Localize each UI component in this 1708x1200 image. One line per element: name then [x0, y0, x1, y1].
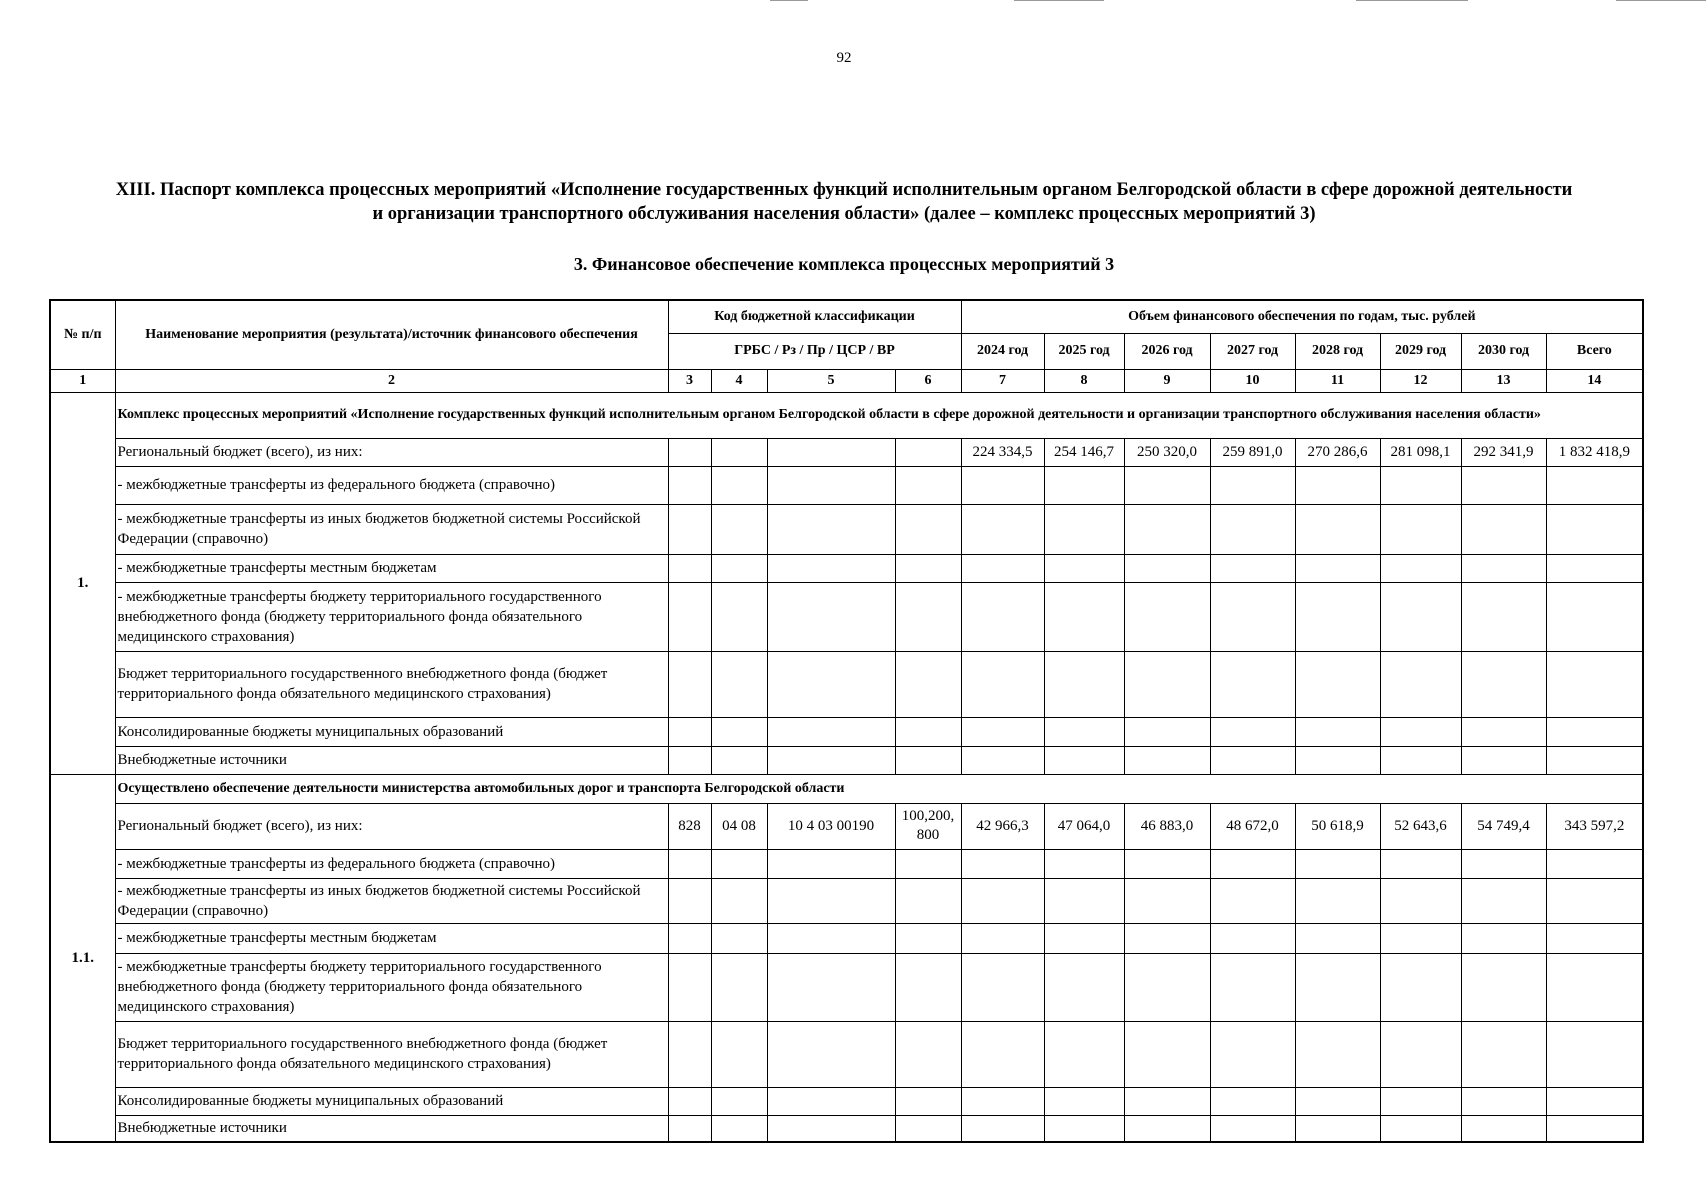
table-row — [50, 651, 1643, 717]
value-cell — [1124, 953, 1210, 1021]
table-row — [50, 554, 1643, 582]
table-row — [50, 582, 1643, 651]
financing-table — [49, 299, 1644, 1143]
value-cell: 292 341,9 — [1461, 438, 1546, 466]
value-cell — [1380, 717, 1461, 746]
value-cell — [1124, 1087, 1210, 1115]
value-cell — [1210, 466, 1295, 504]
header-year: 2024 год — [961, 333, 1044, 369]
budget-code-cell — [767, 504, 895, 554]
value-cell — [961, 504, 1044, 554]
value-cell — [1295, 953, 1380, 1021]
column-number: 4 — [711, 369, 767, 392]
budget-code-cell — [711, 504, 767, 554]
value-cell: 47 064,0 — [1044, 803, 1124, 849]
value-cell — [961, 582, 1044, 651]
source-name: - межбюджетные трансферты местным бюджетам — [115, 554, 668, 582]
column-number: 3 — [668, 369, 711, 392]
table-row — [50, 803, 1643, 849]
budget-code-cell — [711, 466, 767, 504]
budget-code-cell — [767, 1115, 895, 1142]
value-cell — [1295, 582, 1380, 651]
value-cell — [1124, 504, 1210, 554]
budget-code-cell — [668, 717, 711, 746]
budget-code-cell — [767, 923, 895, 953]
value-cell — [1295, 466, 1380, 504]
budget-code-cell — [668, 466, 711, 504]
header-year: 2028 год — [1295, 333, 1380, 369]
header-year: 2025 год — [1044, 333, 1124, 369]
budget-code-cell — [895, 717, 961, 746]
table-row — [50, 746, 1643, 774]
value-cell — [1210, 717, 1295, 746]
section-index: 1.1. — [50, 774, 115, 1142]
budget-code-cell — [767, 953, 895, 1021]
value-cell — [1295, 1087, 1380, 1115]
value-cell — [961, 878, 1044, 923]
value-cell — [1546, 849, 1643, 878]
value-cell — [1210, 746, 1295, 774]
budget-code-cell — [895, 582, 961, 651]
value-cell — [1461, 953, 1546, 1021]
budget-code-cell — [711, 1115, 767, 1142]
header-code-parts: ГРБС / Рз / Пр / ЦСР / ВР — [668, 333, 961, 369]
source-name: - межбюджетные трансферты бюджету территориального государственного внебюджетного фонда (бюджету территориального фонда обязательного медицинского страхования) — [115, 953, 668, 1021]
value-cell: 46 883,0 — [1124, 803, 1210, 849]
value-cell: 42 966,3 — [961, 803, 1044, 849]
value-cell — [961, 849, 1044, 878]
table-row — [50, 504, 1643, 554]
source-name: - межбюджетные трансферты из иных бюджетов бюджетной системы Российской Федерации (справочно) — [115, 878, 668, 923]
budget-code-cell — [711, 1021, 767, 1087]
budget-code-cell — [895, 651, 961, 717]
scan-edge-line — [1356, 0, 1468, 1]
budget-code-cell — [767, 1087, 895, 1115]
table-row — [50, 466, 1643, 504]
value-cell — [1124, 651, 1210, 717]
budget-code-cell — [895, 554, 961, 582]
source-name: Бюджет территориального государственного внебюджетного фонда (бюджет территориального фонда обязательного медицинского страхования) — [115, 1021, 668, 1087]
scan-edge-line — [770, 0, 808, 1]
column-number: 5 — [767, 369, 895, 392]
source-name: - межбюджетные трансферты из иных бюджетов бюджетной системы Российской Федерации (справочно) — [115, 504, 668, 554]
budget-code-cell — [767, 849, 895, 878]
value-cell — [1124, 554, 1210, 582]
budget-code-cell — [668, 746, 711, 774]
value-cell — [1546, 466, 1643, 504]
value-cell — [961, 953, 1044, 1021]
value-cell — [1210, 554, 1295, 582]
budget-code-cell — [668, 582, 711, 651]
value-cell — [1380, 746, 1461, 774]
value-cell — [1380, 953, 1461, 1021]
header-year: 2029 год — [1380, 333, 1461, 369]
value-cell — [1380, 554, 1461, 582]
budget-code-cell — [895, 953, 961, 1021]
section-index: 1. — [50, 392, 115, 774]
section-title-cell: Осуществлено обеспечение деятельности министерства автомобильных дорог и транспорта Белгородской области — [115, 774, 1643, 803]
column-number: 2 — [115, 369, 668, 392]
budget-code-cell — [895, 849, 961, 878]
budget-code-cell — [711, 923, 767, 953]
value-cell — [1044, 746, 1124, 774]
value-cell: 1 832 418,9 — [1546, 438, 1643, 466]
budget-code-cell — [895, 746, 961, 774]
value-cell — [1546, 504, 1643, 554]
column-number: 10 — [1210, 369, 1295, 392]
budget-code-cell — [711, 849, 767, 878]
value-cell — [1461, 746, 1546, 774]
scan-edge-line — [1616, 0, 1706, 1]
value-cell — [1461, 582, 1546, 651]
budget-code-cell — [711, 651, 767, 717]
budget-code-cell — [711, 953, 767, 1021]
section-title-cell: Комплекс процессных мероприятий «Исполнение государственных функций исполнительным органом Белгородской области в сфере дорожной деятельности и организации транспортного обслуживания населения области» — [115, 392, 1643, 438]
column-number: 7 — [961, 369, 1044, 392]
value-cell: 270 286,6 — [1295, 438, 1380, 466]
value-cell — [1210, 582, 1295, 651]
value-cell — [961, 651, 1044, 717]
value-cell — [1124, 923, 1210, 953]
value-cell — [961, 466, 1044, 504]
value-cell — [1295, 717, 1380, 746]
budget-code-cell — [767, 878, 895, 923]
value-cell — [1210, 849, 1295, 878]
table-row — [50, 923, 1643, 953]
value-cell: 281 098,1 — [1380, 438, 1461, 466]
budget-code-cell: 100,200, 800 — [895, 803, 961, 849]
value-cell — [1044, 849, 1124, 878]
column-number: 6 — [895, 369, 961, 392]
column-number: 14 — [1546, 369, 1643, 392]
value-cell — [1044, 466, 1124, 504]
header-volume: Объем финансового обеспечения по годам, тыс. рублей — [961, 300, 1643, 333]
value-cell: 54 749,4 — [1461, 803, 1546, 849]
value-cell — [1546, 923, 1643, 953]
value-cell — [1044, 582, 1124, 651]
value-cell — [1210, 953, 1295, 1021]
value-cell — [1546, 878, 1643, 923]
value-cell — [1044, 504, 1124, 554]
budget-code-cell — [895, 878, 961, 923]
budget-code-cell — [767, 582, 895, 651]
budget-code-cell — [668, 1115, 711, 1142]
budget-code-cell — [767, 438, 895, 466]
source-name: Консолидированные бюджеты муниципальных образований — [115, 1087, 668, 1115]
header-number: № п/п — [50, 300, 115, 369]
column-number: 8 — [1044, 369, 1124, 392]
budget-code-cell — [895, 438, 961, 466]
value-cell — [1295, 504, 1380, 554]
header-year: 2026 год — [1124, 333, 1210, 369]
value-cell — [1124, 746, 1210, 774]
value-cell — [961, 554, 1044, 582]
budget-code-cell — [711, 438, 767, 466]
source-name: - межбюджетные трансферты местным бюджетам — [115, 923, 668, 953]
value-cell — [1380, 651, 1461, 717]
value-cell — [1461, 849, 1546, 878]
value-cell — [1044, 1087, 1124, 1115]
value-cell — [1044, 554, 1124, 582]
value-cell — [1546, 1115, 1643, 1142]
budget-code-cell — [767, 554, 895, 582]
budget-code-cell — [668, 878, 711, 923]
value-cell: 254 146,7 — [1044, 438, 1124, 466]
page-number: 92 — [836, 50, 852, 66]
value-cell — [1461, 466, 1546, 504]
column-number: 1 — [50, 369, 115, 392]
column-number: 12 — [1380, 369, 1461, 392]
value-cell — [961, 1021, 1044, 1087]
value-cell — [1044, 878, 1124, 923]
value-cell — [1380, 878, 1461, 923]
value-cell — [1461, 1021, 1546, 1087]
budget-code-cell — [711, 746, 767, 774]
value-cell — [1124, 849, 1210, 878]
budget-code-cell — [895, 1021, 961, 1087]
budget-code-cell: 10 4 03 00190 — [767, 803, 895, 849]
value-cell — [1546, 1021, 1643, 1087]
budget-code-cell — [668, 438, 711, 466]
value-cell — [1295, 1115, 1380, 1142]
value-cell — [1546, 651, 1643, 717]
value-cell — [1044, 1021, 1124, 1087]
value-cell — [1044, 953, 1124, 1021]
value-cell — [1380, 923, 1461, 953]
source-name: Региональный бюджет (всего), из них: — [115, 803, 668, 849]
value-cell — [1461, 504, 1546, 554]
budget-code-cell — [711, 878, 767, 923]
value-cell — [1210, 1087, 1295, 1115]
value-cell — [1124, 878, 1210, 923]
source-name: - межбюджетные трансферты бюджету территориального государственного внебюджетного фонда (бюджету территориального фонда обязательного медицинского страхования) — [115, 582, 668, 651]
budget-code-cell — [767, 651, 895, 717]
budget-code-cell — [668, 651, 711, 717]
document-title-line-2: и организации транспортного обслуживания населения области» (далее – комплекс процессных мероприятий 3) — [372, 204, 1316, 224]
budget-code-cell — [711, 554, 767, 582]
value-cell — [961, 1087, 1044, 1115]
budget-code-cell — [668, 504, 711, 554]
scan-edge-line — [1014, 0, 1104, 1]
value-cell — [1546, 953, 1643, 1021]
value-cell — [1210, 1021, 1295, 1087]
budget-code-cell — [767, 717, 895, 746]
value-cell — [1044, 1115, 1124, 1142]
value-cell — [1380, 466, 1461, 504]
column-number-row — [50, 369, 1643, 392]
source-name: Внебюджетные источники — [115, 1115, 668, 1142]
value-cell — [1461, 923, 1546, 953]
value-cell — [1461, 1087, 1546, 1115]
source-name: - межбюджетные трансферты из федерального бюджета (справочно) — [115, 466, 668, 504]
value-cell: 52 643,6 — [1380, 803, 1461, 849]
value-cell — [1461, 651, 1546, 717]
header-budget-code: Код бюджетной классификации — [668, 300, 961, 333]
budget-code-cell — [711, 1087, 767, 1115]
source-name: Бюджет территориального государственного внебюджетного фонда (бюджет территориального фонда обязательного медицинского страхования) — [115, 651, 668, 717]
document-title-line-1: XIII. Паспорт комплекса процессных мероприятий «Исполнение государственных функций исполнительным органом Белгородской области в сфере дорожной деятельности — [115, 180, 1573, 200]
value-cell — [1546, 1087, 1643, 1115]
value-cell — [1295, 746, 1380, 774]
budget-code-cell: 828 — [668, 803, 711, 849]
value-cell — [1295, 554, 1380, 582]
value-cell — [1546, 717, 1643, 746]
value-cell: 224 334,5 — [961, 438, 1044, 466]
budget-code-cell — [767, 466, 895, 504]
table-row — [50, 438, 1643, 466]
value-cell — [1461, 878, 1546, 923]
value-cell — [1546, 582, 1643, 651]
header-year: Всего — [1546, 333, 1643, 369]
value-cell — [1380, 582, 1461, 651]
budget-code-cell — [711, 582, 767, 651]
value-cell — [1380, 1115, 1461, 1142]
budget-code-cell — [668, 923, 711, 953]
value-cell — [1210, 651, 1295, 717]
value-cell — [1124, 1021, 1210, 1087]
value-cell — [1546, 746, 1643, 774]
source-name: Внебюджетные источники — [115, 746, 668, 774]
budget-code-cell — [895, 504, 961, 554]
value-cell — [961, 746, 1044, 774]
value-cell — [961, 717, 1044, 746]
source-name: Консолидированные бюджеты муниципальных образований — [115, 717, 668, 746]
budget-code-cell — [767, 746, 895, 774]
budget-code-cell — [668, 953, 711, 1021]
budget-code-cell — [895, 466, 961, 504]
document-title — [62, 178, 1626, 226]
header-year: 2030 год — [1461, 333, 1546, 369]
budget-code-cell — [895, 923, 961, 953]
budget-code-cell — [895, 1115, 961, 1142]
budget-code-cell — [711, 717, 767, 746]
value-cell — [1380, 1021, 1461, 1087]
value-cell — [1380, 1087, 1461, 1115]
value-cell — [1124, 466, 1210, 504]
source-name: - межбюджетные трансферты из федерального бюджета (справочно) — [115, 849, 668, 878]
table-header — [50, 300, 1643, 392]
value-cell — [1044, 923, 1124, 953]
value-cell — [1210, 923, 1295, 953]
value-cell: 259 891,0 — [1210, 438, 1295, 466]
table-row — [50, 1087, 1643, 1115]
table-row — [50, 849, 1643, 878]
value-cell: 48 672,0 — [1210, 803, 1295, 849]
column-number: 9 — [1124, 369, 1210, 392]
value-cell — [961, 923, 1044, 953]
value-cell — [1295, 1021, 1380, 1087]
section-title: 3. Финансовое обеспечение комплекса процессных мероприятий 3 — [573, 254, 1115, 274]
budget-code-cell: 04 08 — [711, 803, 767, 849]
value-cell — [1210, 504, 1295, 554]
budget-code-cell — [767, 1021, 895, 1087]
budget-code-cell — [668, 1087, 711, 1115]
table-row — [50, 953, 1643, 1021]
header-name: Наименование мероприятия (результата)/источник финансового обеспечения — [115, 300, 668, 369]
table-row — [50, 717, 1643, 746]
value-cell — [1461, 554, 1546, 582]
value-cell — [961, 1115, 1044, 1142]
value-cell — [1295, 651, 1380, 717]
header-year: 2027 год — [1210, 333, 1295, 369]
budget-code-cell — [668, 1021, 711, 1087]
value-cell — [1044, 717, 1124, 746]
value-cell — [1124, 1115, 1210, 1142]
value-cell — [1461, 717, 1546, 746]
value-cell — [1546, 554, 1643, 582]
value-cell — [1461, 1115, 1546, 1142]
value-cell: 250 320,0 — [1124, 438, 1210, 466]
budget-code-cell — [668, 849, 711, 878]
value-cell — [1380, 849, 1461, 878]
value-cell — [1380, 504, 1461, 554]
section-row — [50, 392, 1643, 438]
value-cell: 343 597,2 — [1546, 803, 1643, 849]
section-row — [50, 774, 1643, 803]
table-row — [50, 1115, 1643, 1142]
value-cell — [1295, 923, 1380, 953]
value-cell — [1210, 1115, 1295, 1142]
budget-code-cell — [895, 1087, 961, 1115]
table-body — [50, 392, 1643, 1142]
value-cell — [1124, 582, 1210, 651]
value-cell: 50 618,9 — [1295, 803, 1380, 849]
table-row — [50, 1021, 1643, 1087]
value-cell — [1124, 717, 1210, 746]
column-number: 11 — [1295, 369, 1380, 392]
budget-code-cell — [668, 554, 711, 582]
value-cell — [1044, 651, 1124, 717]
source-name: Региональный бюджет (всего), из них: — [115, 438, 668, 466]
value-cell — [1210, 878, 1295, 923]
table-row — [50, 878, 1643, 923]
value-cell — [1295, 849, 1380, 878]
column-number: 13 — [1461, 369, 1546, 392]
value-cell — [1295, 878, 1380, 923]
